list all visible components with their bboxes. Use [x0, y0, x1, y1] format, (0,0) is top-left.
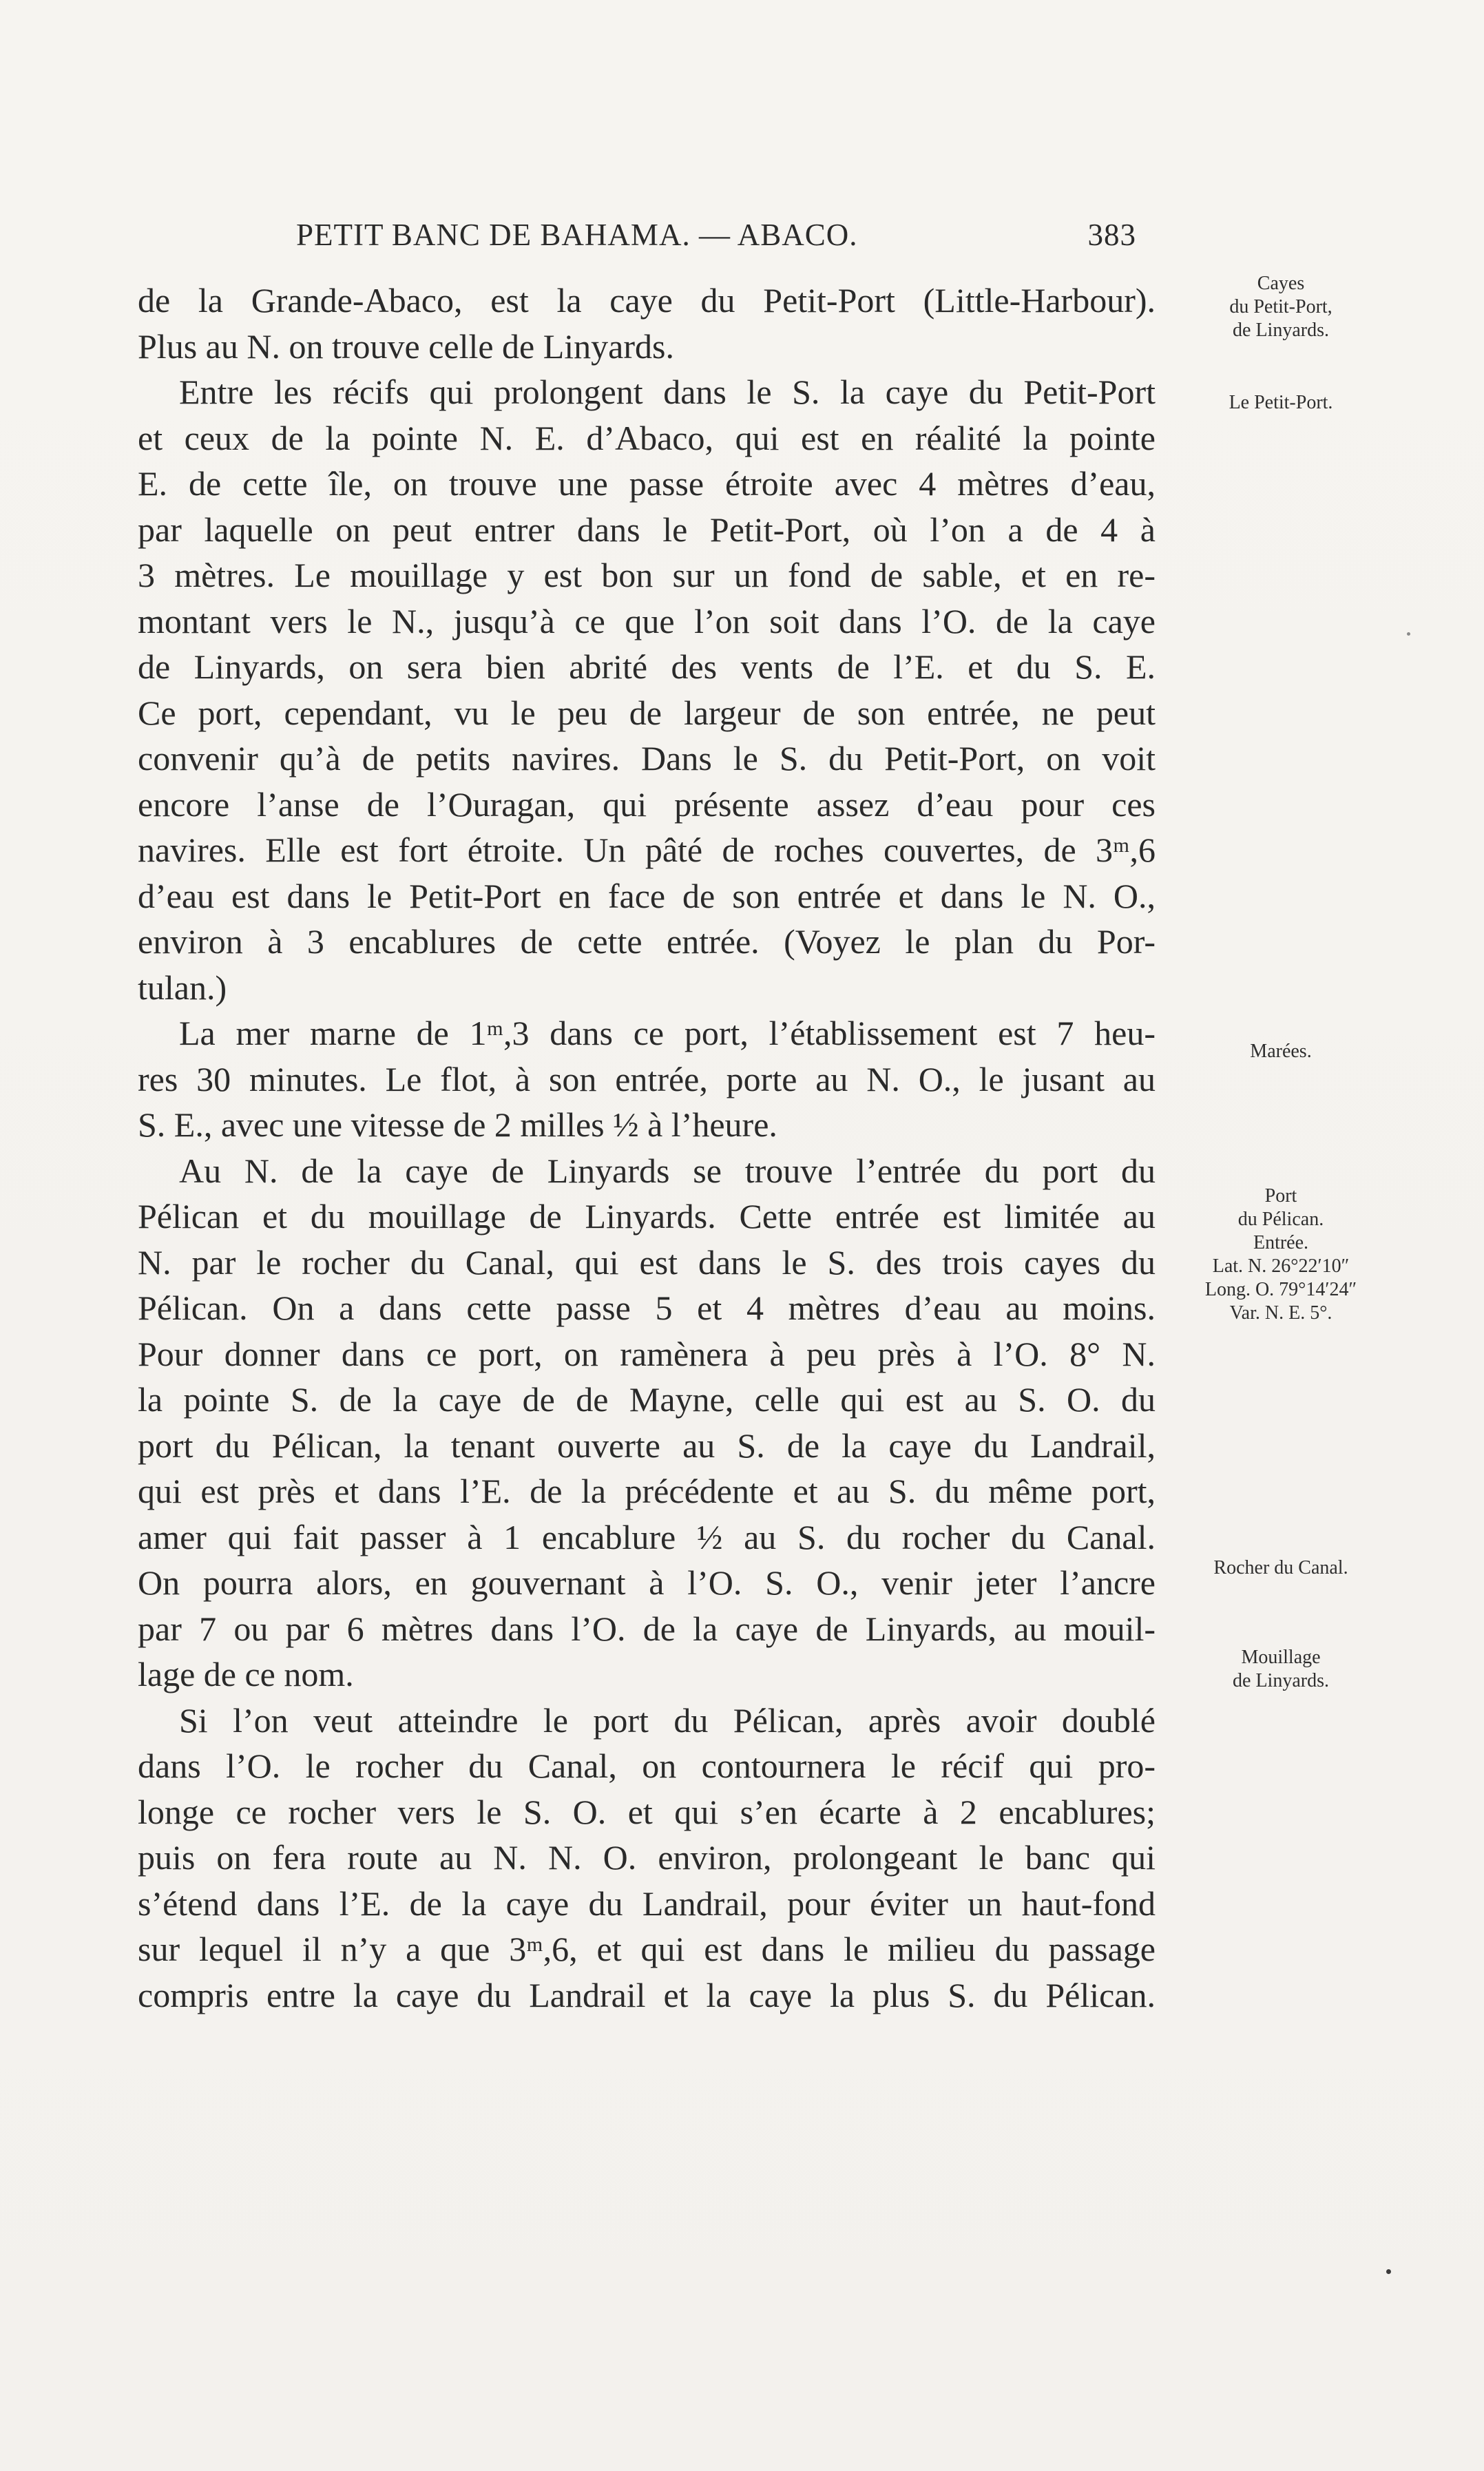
page-number: 383: [1087, 218, 1136, 252]
text-line: la pointe S. de la caye de de Mayne, celle qui est au S. O. du: [138, 1380, 1156, 1419]
margin-note-line: Entrée.: [1253, 1232, 1309, 1253]
text-line: Entre les récifs qui prolongent dans le S. la caye du Petit-Port: [179, 373, 1156, 411]
text-line: convenir qu’à de petits navires. Dans le S. du Petit-Port, on voit: [138, 739, 1156, 778]
text-line: d’eau est dans le Petit-Port en face de son entrée et dans le N. O.,: [138, 876, 1156, 915]
text-line: de la Grande-Abaco, est la caye du Petit-Port (Little-Harbour).: [138, 281, 1156, 320]
margin-note-line: du Pélican.: [1237, 1209, 1324, 1230]
text-line: dans l’O. le rocher du Canal, on contournera le récif qui pro-: [138, 1747, 1156, 1785]
text-line: environ à 3 encablures de cette entrée. (Voyez le plan du Por-: [138, 922, 1156, 961]
text-line: Pélican et du mouillage de Linyards. Cette entrée est limitée au: [138, 1197, 1156, 1236]
text-line: amer qui fait passer à 1 encablure ½ au S. du rocher du Canal.: [138, 1517, 1156, 1556]
margin-note-line: Long. O. 79°14′24″: [1204, 1279, 1357, 1300]
text-line: Au N. de la caye de Linyards se trouve l’entrée du port du: [179, 1151, 1156, 1190]
margin-note-line: Mouillage: [1241, 1647, 1321, 1668]
text-line: encore l’anse de l’Ouragan, qui présente assez d’eau pour ces: [138, 784, 1156, 824]
text-line: res 30 minutes. Le flot, à son entrée, porte au N. O., le jusant au: [138, 1059, 1156, 1098]
margin-note-port-pelican: [1171, 1185, 1391, 1325]
text-line: et ceux de la pointe N. E. d’Abaco, qui est en réalité la pointe: [138, 418, 1156, 457]
text-line: par laquelle on peut entrer dans le Petit-Port, où l’on a de 4 à: [138, 510, 1156, 549]
text-line: N. par le rocher du Canal, qui est dans le S. des trois cayes du: [138, 1242, 1156, 1282]
text-line: puis on fera route au N. N. O. environ, prolongeant le banc qui: [138, 1838, 1156, 1877]
text-line: E. de cette île, on trouve une passe étroite avec 4 mètres d’eau,: [138, 464, 1156, 503]
margin-note-mouillage: [1171, 1646, 1391, 1693]
margin-note-rocher: [1171, 1556, 1391, 1580]
margin-note-line: Port: [1264, 1185, 1297, 1207]
body-text: [138, 278, 1156, 2018]
margin-note-petit-port: [1171, 391, 1391, 415]
text-line: compris entre la caye du Landrail et la caye la plus S. du Pélican.: [138, 1975, 1156, 2014]
text-line: Plus au N. on trouve celle de Linyards.: [138, 326, 674, 366]
text-line: lage de ce nom.: [138, 1655, 354, 1693]
text-line: Si l’on veut atteindre le port du Pélican, après avoir doublé: [179, 1700, 1156, 1740]
margin-note-line: Le Petit-Port.: [1229, 392, 1333, 413]
text-line: S. E., avec une vitesse de 2 milles ½ à l’heure.: [138, 1105, 777, 1144]
text-line: port du Pélican, la tenant ouverte au S. de la caye du Landrail,: [138, 1426, 1156, 1465]
paper-speck: [1386, 2269, 1391, 2274]
margin-note-line: du Petit-Port,: [1229, 296, 1333, 317]
text-line: On pourra alors, en gouvernant à l’O. S. O., venir jeter l’ancre: [138, 1563, 1156, 1602]
text-line: par 7 ou par 6 mètres dans l’O. de la caye de Linyards, au mouil-: [138, 1609, 1156, 1648]
margin-note-cayes: [1171, 272, 1391, 342]
margin-note-line: Rocher du Canal.: [1213, 1557, 1348, 1578]
text-line: tulan.): [138, 968, 227, 1007]
margin-note-line: Marées.: [1250, 1041, 1312, 1062]
margin-note-line: de Linyards.: [1233, 320, 1329, 341]
text-line: sur lequel il n’y a que 3ᵐ,6, et qui est dans le milieu du passage: [138, 1930, 1156, 1968]
running-head: [138, 217, 1136, 258]
margin-note-line: Var. N. E. 5°.: [1229, 1302, 1333, 1324]
margin-note-marees: [1171, 1040, 1391, 1063]
text-line: 3 mètres. Le mouillage y est bon sur un fond de sable, et en re-: [138, 556, 1156, 594]
margin-note-line: Cayes: [1257, 273, 1305, 294]
text-line: s’étend dans l’E. de la caye du Landrail, pour éviter un haut-fond: [138, 1884, 1156, 1923]
text-line: La mer marne de 1ᵐ,3 dans ce port, l’établissement est 7 heu-: [179, 1014, 1156, 1052]
text-line: longe ce rocher vers le S. O. et qui s’en écarte à 2 encablures;: [138, 1792, 1156, 1831]
text-line: Pour donner dans ce port, on ramènera à peu près à l’O. 8° N.: [138, 1334, 1156, 1373]
margin-note-line: Lat. N. 26°22′10″: [1212, 1255, 1350, 1277]
text-line: montant vers le N., jusqu’à ce que l’on soit dans l’O. de la caye: [138, 601, 1156, 640]
running-title: PETIT BANC DE BAHAMA. — ABACO.: [296, 218, 858, 252]
text-line: navires. Elle est fort étroite. Un pâté de roches couvertes, de 3ᵐ,6: [138, 831, 1156, 869]
text-line: de Linyards, on sera bien abrité des vents de l’E. et du S. E.: [138, 647, 1156, 686]
text-line: qui est près et dans l’E. de la précédente et au S. du même port,: [138, 1472, 1156, 1510]
text-line: Pélican. On a dans cette passe 5 et 4 mètres d’eau au moins.: [138, 1289, 1156, 1327]
text-line: Ce port, cependant, vu le peu de largeur de son entrée, ne peut: [138, 693, 1156, 732]
paper-speck: [1407, 632, 1410, 636]
margin-note-line: de Linyards.: [1233, 1670, 1329, 1691]
